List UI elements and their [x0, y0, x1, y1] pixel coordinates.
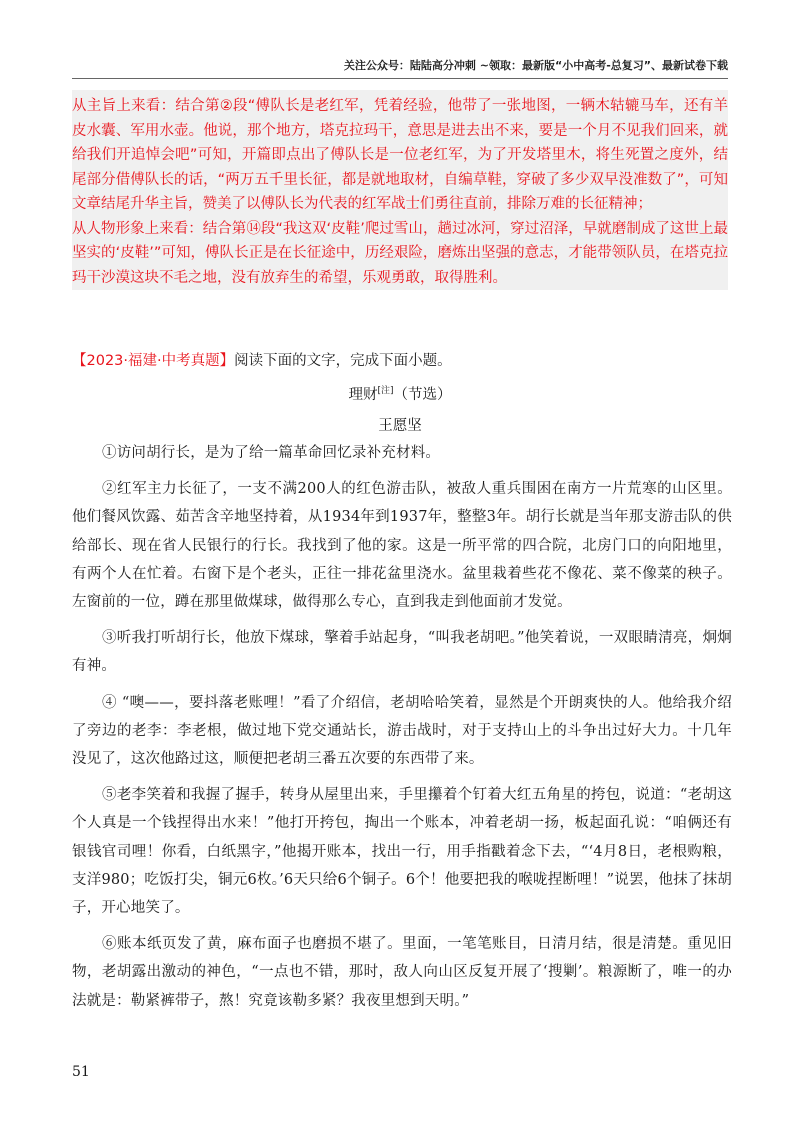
article-body	[72, 439, 732, 1023]
header-divider	[72, 78, 728, 79]
article-author: 王愿坚	[378, 418, 422, 434]
article-paragraph-1: ①访问胡行长，是为了给一篇革命回忆录补充材料。	[102, 445, 441, 461]
note-marker: [注]	[377, 386, 394, 397]
article-paragraph-6: ⑥账本纸页发了黄，麻布面子也磨损不堪了。里面，一笔笔账目，日清月结，很是清楚。重见旧物，老胡露出激动的神色，“一点也不错，那时，敌人向山区反复开展了‘搜剿’。粮源断了，唯一的办法就是：勒紧裤带子，熬！究竟该勒多紧？我夜里想到天明。”	[72, 936, 732, 1009]
answer-paragraph-character: 从人物形象上来看：结合第⑭段“我这双‘皮鞋’爬过雪山，趟过冰河，穿过沼泽，早就磨制成了这世上最坚实的‘皮鞋’”可知，傅队长正是在长征途中，历经艰险，磨炼出坚强的意志，才能带领队员，在塔克拉玛干沙漠这块不毛之地，没有放弃生的希望，乐观勇敢，取得胜利。	[72, 220, 728, 286]
question-instruction: 阅读下面的文字，完成下面小题。	[234, 353, 452, 369]
article-paragraph-3: ③听我打听胡行长，他放下煤球，擎着手站起身，“叫我老胡吧。”他笑着说，一双眼睛清亮，炯炯有神。	[72, 630, 732, 675]
question-source-line	[72, 349, 452, 370]
article-title-suffix: （节选）	[393, 387, 452, 403]
article-paragraph-5: ⑤老李笑着和我握了握手，转身从屋里出来，手里攥着个钉着大红五角星的挎包，说道：“老胡这个人真是一个钱捏得出水来！”他打开挎包，掏出一个账本，冲着老胡一扬，板起面孔说：“咱俩还有银钱官司哩！你看，白纸黑字，”他揭开账本，找出一行，用手指戳着念下去，“‘4月8日，老根购粮，支洋980；吃饭打尖，铜元6枚。’6天只给6个铜子。6个！他要把我的喉咙捏断哩！”说罢，他抹了抹胡子，开心地笑了。	[72, 787, 732, 917]
article-paragraph-2: ②红军主力长征了，一支不满200人的红色游击队，被敌人重兵围困在南方一片荒寒的山区里。他们餐风饮露、茹苦含辛地坚持着，从1934年到1937年，整整3年。胡行长就是当年那支游击队的供给部长、现在省人民银行的行长。我找到了他的家。这是一所平常的四合院，北房门口的向阳地里，有两个人在忙着。右窗下是个老头，正往一排花盆里浇水。盆里栽着些花不像花、菜不像菜的秧子。左窗前的一位，蹲在那里做煤球，做得那么专心，直到我走到他面前才发觉。	[72, 481, 732, 611]
article-title	[0, 383, 800, 404]
answer-analysis-box	[72, 90, 728, 290]
answer-paragraph-theme: 从主旨上来看：结合第②段“傅队长是老红军，凭着经验，他带了一张地图，一辆木轱辘马车，还有羊皮水囊、军用水壶。他说，那个地方，塔克拉玛干，意思是进去出不来，要是一个月不见我们回来，就给我们开追悼会吧”可知，开篇即点出了傅队长是一位老红军，为了开发塔里木，将生死置之度外，结尾部分借傅队长的话，“两万五千里长征，都是就地取材，自编草鞋，穿破了多少双早没准数了”，可知文章结尾升华主旨，赞美了以傅队长为代表的红军战士们勇往直前，排除万难的长征精神；	[72, 98, 728, 212]
article-paragraph-4: ④ “噢——，要抖落老账哩！”看了介绍信，老胡哈哈笑着，显然是个开朗爽快的人。他给我介绍了旁边的老李：李老根，做过地下党交通站长，游击战时，对于支持山上的斗争出过好大力。十几年没见了，这次他路过这，顺便把老胡三番五次要的东西带了来。	[72, 694, 732, 768]
page-number: 51	[72, 1064, 90, 1080]
source-tag: 【2023·福建·中考真题】	[72, 353, 235, 369]
page-header: 关注公众号：陆陆高分冲刺 ~领取：最新版“小中高考-总复习”、最新试卷下载	[343, 59, 728, 72]
article-title-text: 理财	[348, 387, 378, 403]
